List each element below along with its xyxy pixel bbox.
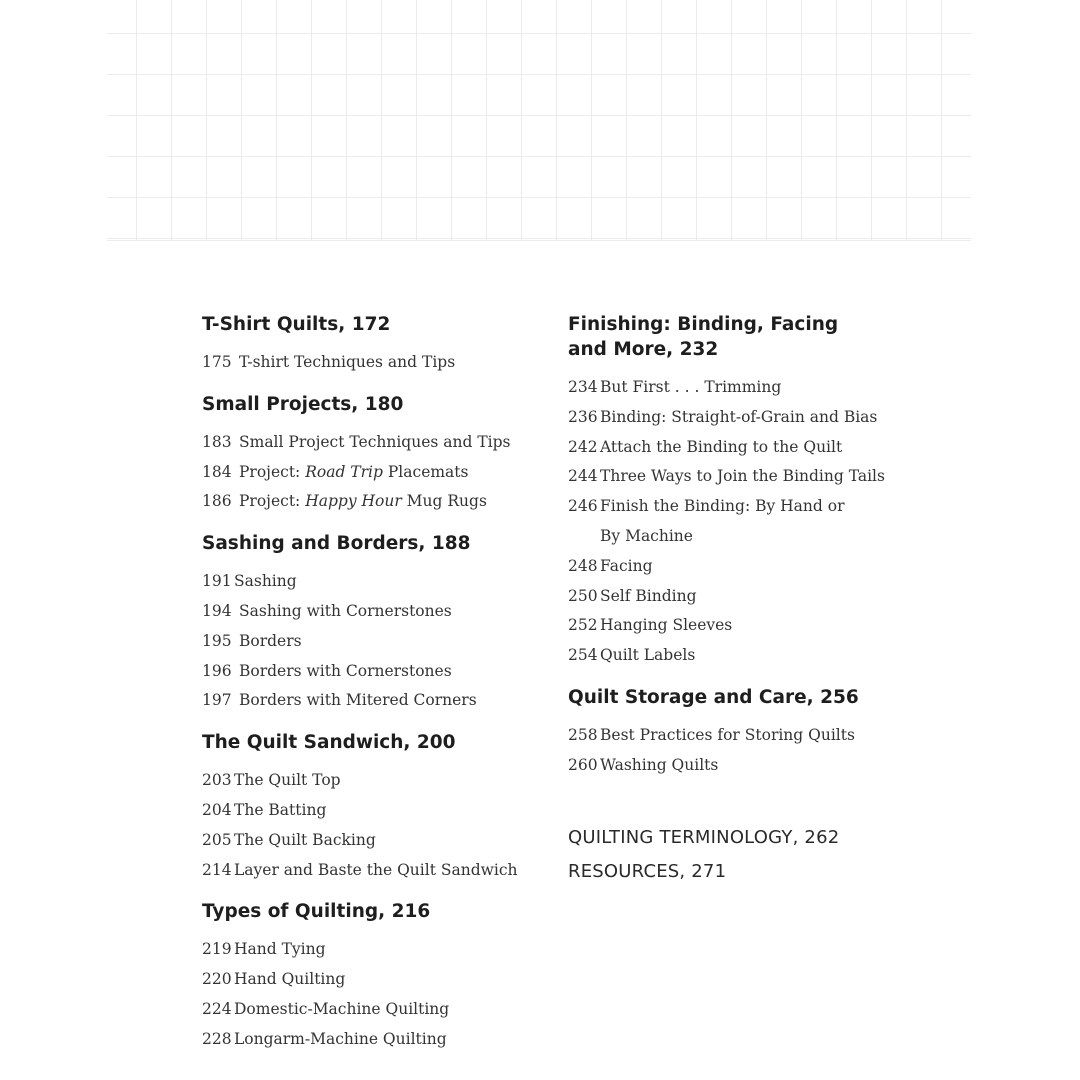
toc-entry (568, 582, 888, 612)
entry-title-suffix: Mug Rugs (401, 492, 487, 511)
page-number: 186 (202, 492, 232, 511)
entry-title: But First . . . Trimming (600, 378, 782, 396)
toc-entry (568, 552, 888, 582)
page-number: 205 (202, 830, 232, 849)
entry-title: Facing (600, 556, 653, 575)
section-heading: Sashing and Borders, 188 (202, 533, 471, 555)
toc-entry (202, 766, 542, 796)
page-number: 191 (202, 572, 232, 591)
toc-entry (202, 826, 542, 856)
page-number: 258 (568, 725, 598, 744)
toc-entry (202, 995, 542, 1025)
entry-title: Sashing with Cornerstones (239, 601, 452, 620)
page-number: 194 (202, 601, 232, 620)
entry-title-italic: Road Trip (305, 462, 383, 481)
entry-title-prefix: Project: (239, 462, 306, 481)
entry-title (600, 492, 845, 552)
page-number: 224 (202, 999, 232, 1018)
page-number: 234 (568, 378, 598, 396)
page-number: 203 (202, 771, 232, 790)
toc-entry (202, 965, 542, 995)
entry-title: Hanging Sleeves (600, 616, 733, 635)
entry-title: The Quilt Backing (234, 830, 376, 849)
toc-entry (568, 641, 888, 671)
toc-section (568, 312, 888, 671)
toc-entry (202, 487, 542, 517)
section-heading-line: and More, 232 (568, 339, 719, 360)
toc-entry (202, 428, 542, 458)
toc-entry (202, 686, 542, 716)
toc-entry (568, 751, 888, 781)
page-number: 244 (568, 467, 598, 486)
entry-title-line: Finish the Binding: By Hand or (600, 497, 845, 516)
page-number: 236 (568, 407, 598, 426)
toc-entry (202, 348, 542, 378)
entry-title: Longarm-Machine Quilting (234, 1029, 447, 1048)
entry-title: Domestic-Machine Quilting (234, 999, 450, 1018)
toc-entry (202, 657, 542, 687)
page-number: 214 (202, 860, 232, 879)
toc-section (202, 531, 542, 716)
page-number: 195 (202, 631, 232, 650)
entry-title-line: By Machine (600, 526, 693, 545)
entry-title: Borders with Mitered Corners (239, 691, 477, 710)
entry-title: Binding: Straight-of-Grain and Bias (600, 407, 878, 426)
page-number: 248 (568, 556, 598, 575)
entry-title: Sashing (234, 572, 297, 591)
page-number: 260 (568, 755, 598, 774)
toc-section (202, 392, 542, 517)
toc-entry (202, 597, 542, 627)
page-number: 250 (568, 586, 598, 605)
toc-section (568, 685, 888, 781)
page-number: 246 (568, 497, 598, 516)
toc-entry (202, 796, 542, 826)
entry-title: Best Practices for Storing Quilts (600, 725, 855, 744)
entry-title-prefix: Project: (239, 492, 306, 511)
toc-section (202, 730, 542, 885)
entry-title (239, 458, 468, 488)
toc-entry (202, 458, 542, 488)
entry-title: Hand Tying (234, 940, 326, 959)
entry-title: The Quilt Top (234, 771, 341, 790)
toc-entry (568, 403, 888, 433)
toc-entry (202, 856, 542, 886)
page-number: 252 (568, 616, 598, 635)
toc-entry (568, 373, 888, 403)
entry-title: Quilt Labels (600, 646, 696, 665)
entry-title: Borders with Cornerstones (239, 661, 452, 680)
section-heading: Quilt Storage and Care, 256 (568, 686, 859, 708)
section-heading: T-Shirt Quilts, 172 (202, 314, 391, 335)
section-heading: Types of Quilting, 216 (202, 901, 431, 923)
toc-section (202, 312, 542, 378)
page-number: 196 (202, 661, 232, 680)
back-matter (568, 821, 888, 889)
entry-title: Hand Quilting (234, 970, 346, 989)
entry-title: Self Binding (600, 586, 697, 605)
entry-title: Small Project Techniques and Tips (239, 432, 511, 451)
entry-title: Borders (239, 631, 302, 650)
toc-entry (202, 935, 542, 965)
toc-entry (568, 721, 888, 751)
section-heading-line: Finishing: Binding, Facing (568, 314, 839, 335)
toc-right-column (568, 312, 888, 889)
entry-title: Washing Quilts (600, 755, 719, 774)
page-number: 242 (568, 437, 598, 456)
entry-title: Three Ways to Join the Binding Tails (600, 467, 885, 486)
section-heading (568, 312, 888, 362)
toc-entry (202, 567, 542, 597)
toc-left-column (202, 312, 542, 1069)
page-number: 184 (202, 462, 232, 481)
entry-title: Attach the Binding to the Quilt (600, 437, 843, 456)
toc-entry (568, 492, 888, 552)
entry-title: The Batting (234, 800, 327, 819)
toc-entry (568, 611, 888, 641)
toc-entry (202, 1025, 542, 1055)
entry-title: Layer and Baste the Quilt Sandwich (234, 860, 518, 879)
page-number: 197 (202, 691, 232, 710)
entry-title: T-shirt Techniques and Tips (239, 353, 456, 371)
section-heading: The Quilt Sandwich, 200 (202, 732, 456, 754)
page-number: 228 (202, 1029, 232, 1048)
page-number: 220 (202, 970, 232, 989)
page-number: 219 (202, 940, 232, 959)
section-heading: Small Projects, 180 (202, 393, 404, 415)
entry-title-suffix: Placemats (382, 462, 469, 481)
page-number: 204 (202, 800, 232, 819)
terminology-entry: QUILTING TERMINOLOGY, 262 (568, 826, 840, 848)
page-number: 175 (202, 353, 232, 371)
toc-entry (568, 433, 888, 463)
entry-title-italic: Happy Hour (305, 492, 402, 511)
toc-entry (202, 627, 542, 657)
graph-paper-grid (107, 0, 971, 241)
entry-title (239, 487, 487, 517)
resources-entry: RESOURCES, 271 (568, 860, 727, 882)
toc-section (202, 899, 542, 1054)
page-number: 183 (202, 432, 232, 451)
page-number: 254 (568, 646, 598, 665)
toc-entry (568, 462, 888, 492)
